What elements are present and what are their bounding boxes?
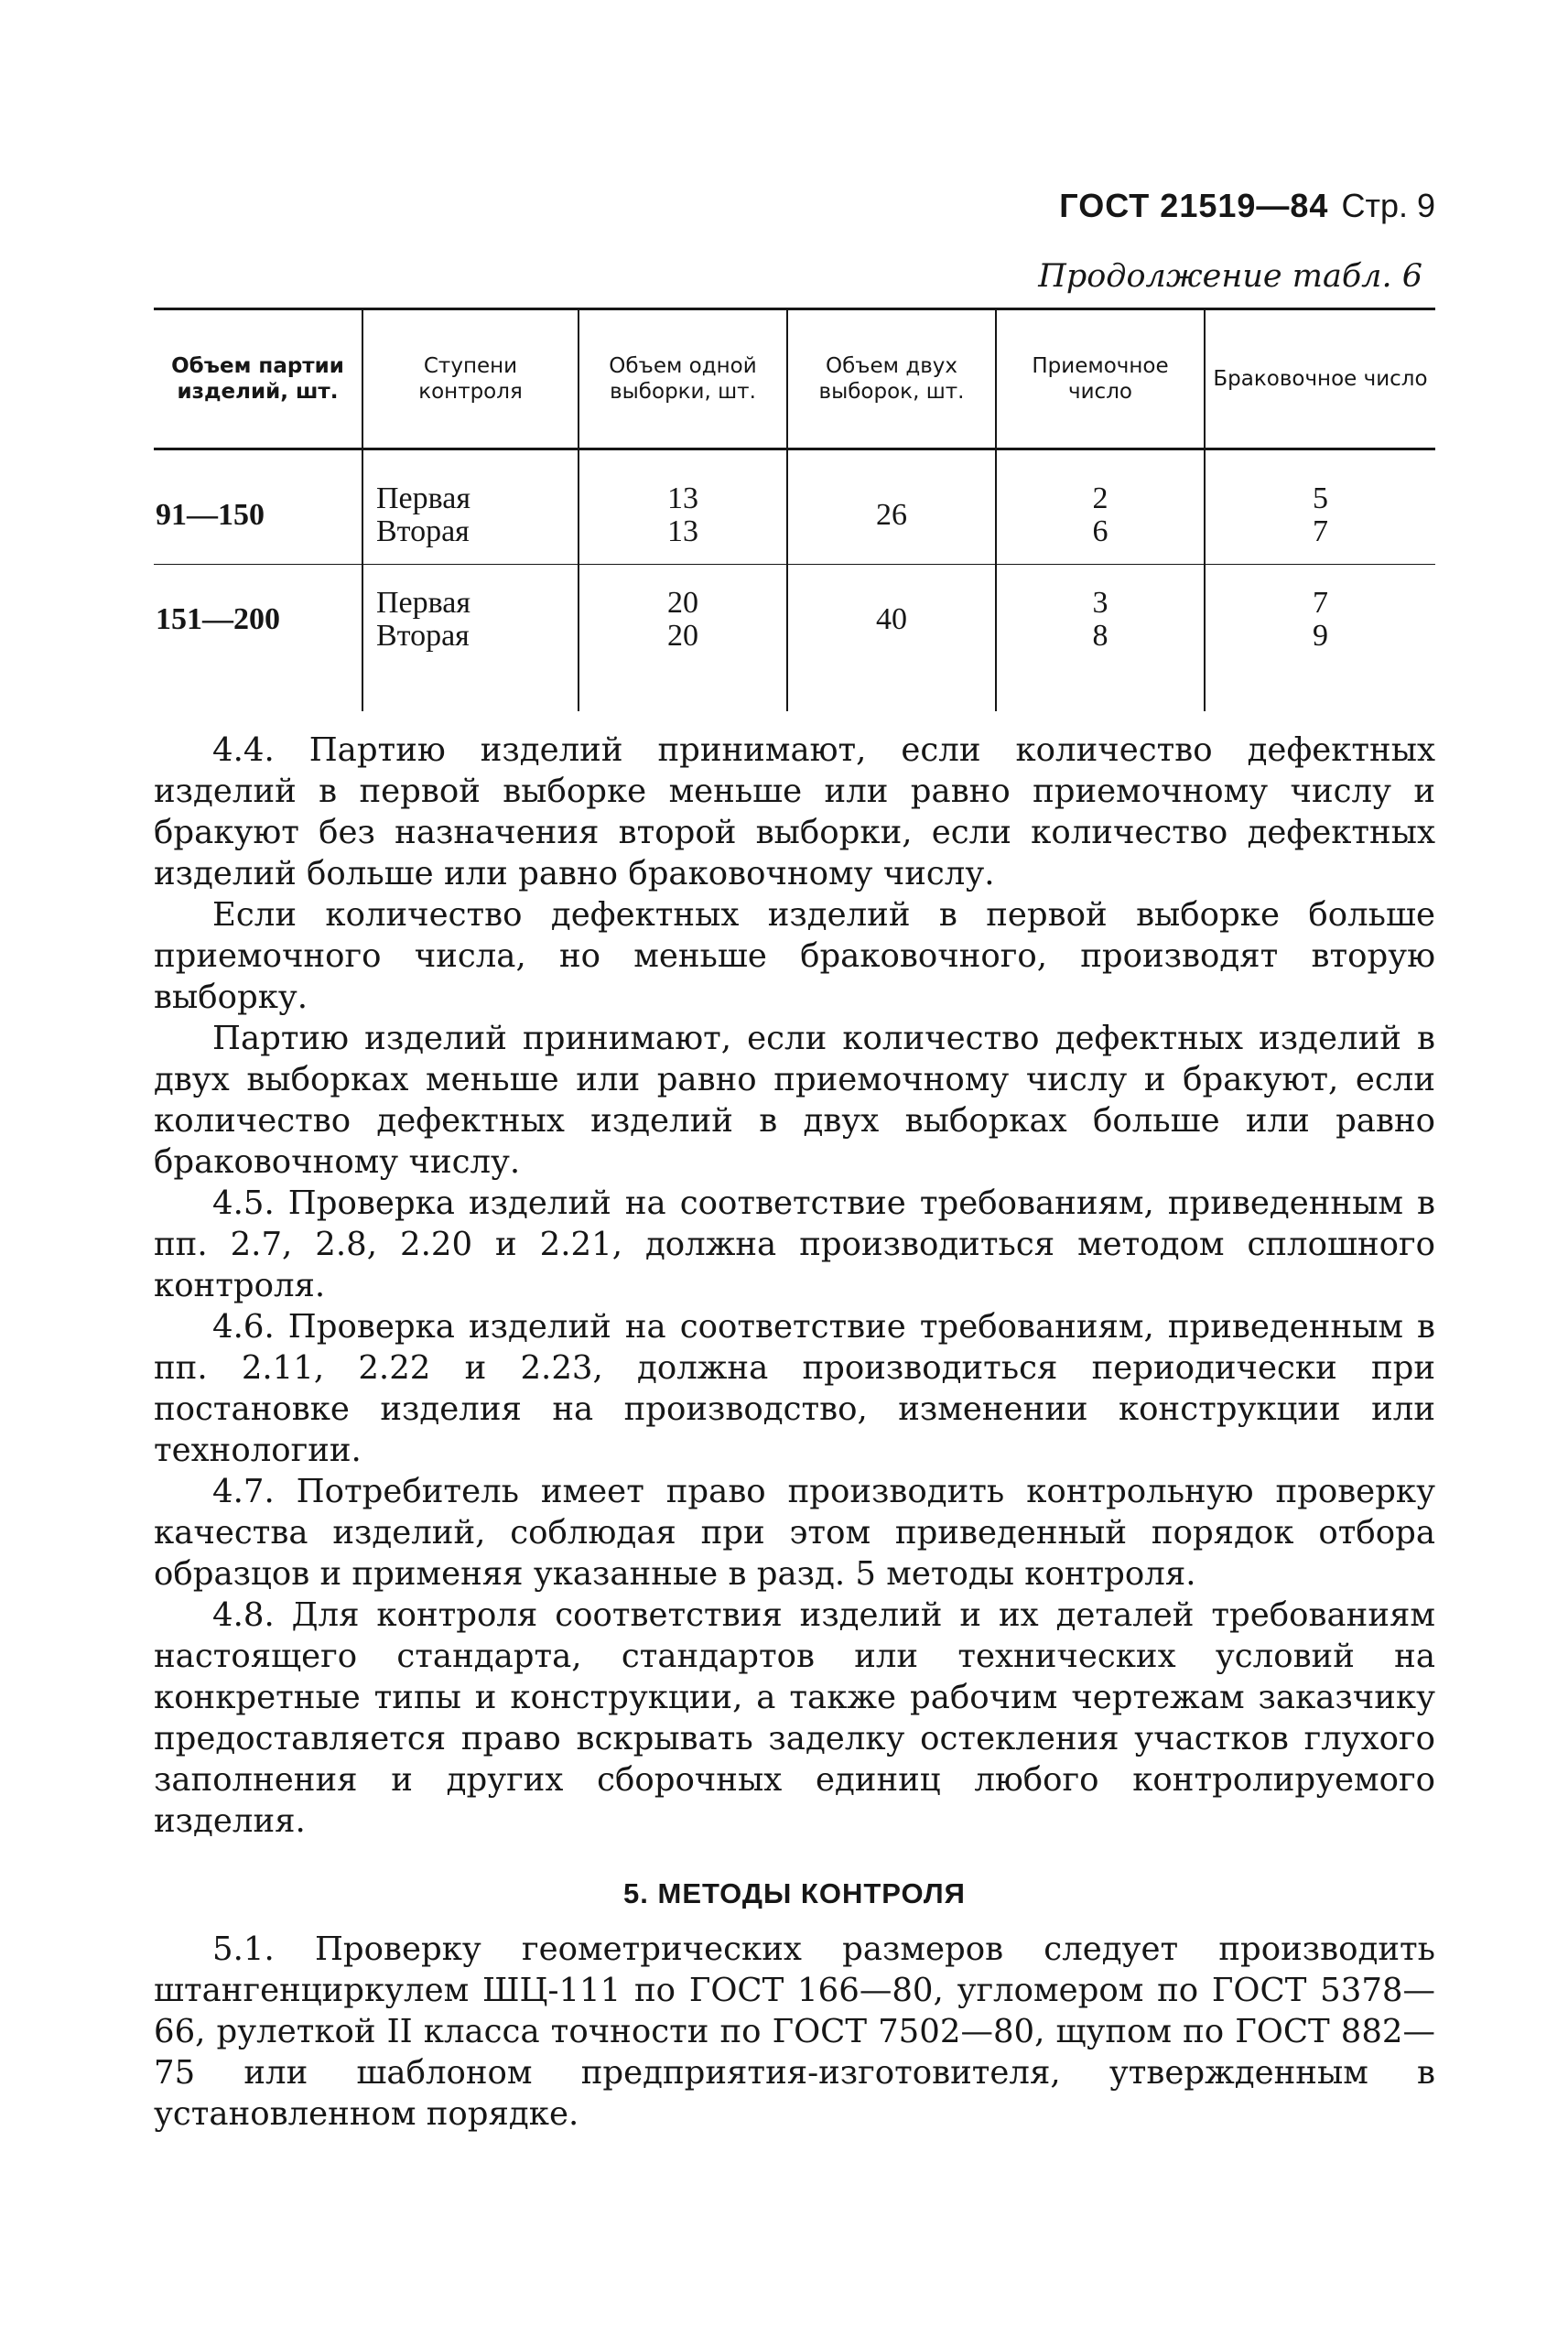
rejection-cell — [1205, 565, 1435, 712]
column-header-single-sample: Объем одной выборки, шт. — [579, 309, 787, 449]
page-header — [154, 183, 1435, 229]
stage-second: Вторая — [376, 619, 470, 653]
rejection-cell — [1205, 449, 1435, 565]
document-page — [154, 183, 1435, 2135]
rejection-first: 7 — [1313, 586, 1328, 620]
rejection-second: 7 — [1313, 514, 1328, 548]
stage-second: Вторая — [376, 514, 470, 548]
paragraph-4-4: 4.4. Партию изделий принимают, если количество дефектных изделий в первой выборке меньше или равно приемочному числу и бракуют без назначения второй выборки, если количество дефектных изделий больше или равно браковочному числу. — [154, 731, 1435, 892]
single-sample-cell — [579, 565, 787, 712]
single-sample-second: 20 — [667, 619, 698, 653]
single-sample-second: 13 — [667, 514, 698, 548]
acceptance-cell — [996, 449, 1205, 565]
column-header-lot-size: Объем партии изделий, шт. — [154, 309, 362, 449]
column-header-rejection-number: Браковочное число — [1205, 309, 1435, 449]
body-text — [154, 730, 1435, 2135]
rejection-second: 9 — [1313, 619, 1328, 653]
single-sample-first: 13 — [667, 481, 698, 515]
double-sample-cell: 26 — [787, 449, 996, 565]
stage-cell — [362, 565, 579, 712]
acceptance-first: 3 — [1092, 586, 1108, 620]
paragraph-4-4-second: Если количество дефектных изделий в первой выборке больше приемочного числа, но меньше браковочного, производят вторую выборку. — [154, 896, 1435, 1016]
table-row — [154, 565, 1435, 712]
acceptance-first: 2 — [1092, 481, 1108, 515]
stage-first: Первая — [376, 586, 470, 620]
acceptance-second: 8 — [1092, 619, 1108, 653]
stage-cell — [362, 449, 579, 565]
sampling-table — [154, 308, 1435, 711]
single-sample-first: 20 — [667, 586, 698, 620]
lot-size-cell: 151—200 — [156, 602, 280, 636]
standard-number: ГОСТ 21519—84 — [1059, 187, 1329, 224]
paragraph-5-1: 5.1. Проверку геометрических размеров следует производить штангенциркулем ШЦ-111 по ГОСТ 166—80, угломером по ГОСТ 5378—66, рулеткой II класса точности по ГОСТ 7502—80, щупом по ГОСТ 882—75 или шаблоном предприятия-изготовителя, утвержденным в установленном порядке. — [154, 1930, 1435, 2133]
column-header-acceptance-number: Приемочное число — [996, 309, 1205, 449]
single-sample-cell — [579, 449, 787, 565]
stage-first: Первая — [376, 481, 470, 515]
lot-size-cell: 91—150 — [154, 449, 362, 565]
paragraph-4-4-third: Партию изделий принимают, если количество дефектных изделий в двух выборках меньше или равно приемочному числу и бракуют, если количество дефектных изделий в двух выборках больше или равно браковочному числу. — [154, 1020, 1435, 1181]
page-number: Стр. 9 — [1341, 187, 1435, 224]
column-header-double-sample: Объем двух выборок, шт. — [787, 309, 996, 449]
table-header-row — [154, 309, 1435, 449]
paragraph-4-8: 4.8. Для контроля соответствия изделий и их деталей требованиям настоящего стандарта, стандартов или технических условий на конкретные типы и конструкции, а также рабочим чертежам заказчику предоставляется право вскрывать заделку остекления участков глухого заполнения и других сборочных единиц любого контролируемого изделия. — [154, 1596, 1435, 1840]
column-header-control-stage: Ступени контроля — [362, 309, 579, 449]
table-continuation-label: Продолжение табл. 6 — [1038, 258, 1422, 295]
acceptance-second: 6 — [1092, 514, 1108, 548]
paragraph-4-5: 4.5. Проверка изделий на соответствие требованиям, приведенным в пп. 2.7, 2.8, 2.20 и 2.21, должна производиться методом сплошного контроля. — [154, 1184, 1435, 1304]
section-title-control-methods: 5. МЕТОДЫ КОНТРОЛЯ — [623, 1877, 966, 1909]
acceptance-cell — [996, 565, 1205, 712]
table-row — [154, 449, 1435, 565]
double-sample-cell: 40 — [787, 565, 996, 712]
paragraph-4-6: 4.6. Проверка изделий на соответствие требованиям, приведенным в пп. 2.11, 2.22 и 2.23, должна производиться периодически при постановке изделия на производство, изменении конструкции или технологии. — [154, 1308, 1435, 1469]
paragraph-4-7: 4.7. Потребитель имеет право производить контрольную проверку качества изделий, соблюдая при этом приведенный порядок отбора образцов и применяя указанные в разд. 5 методы контроля. — [154, 1473, 1435, 1593]
rejection-first: 5 — [1313, 481, 1328, 515]
